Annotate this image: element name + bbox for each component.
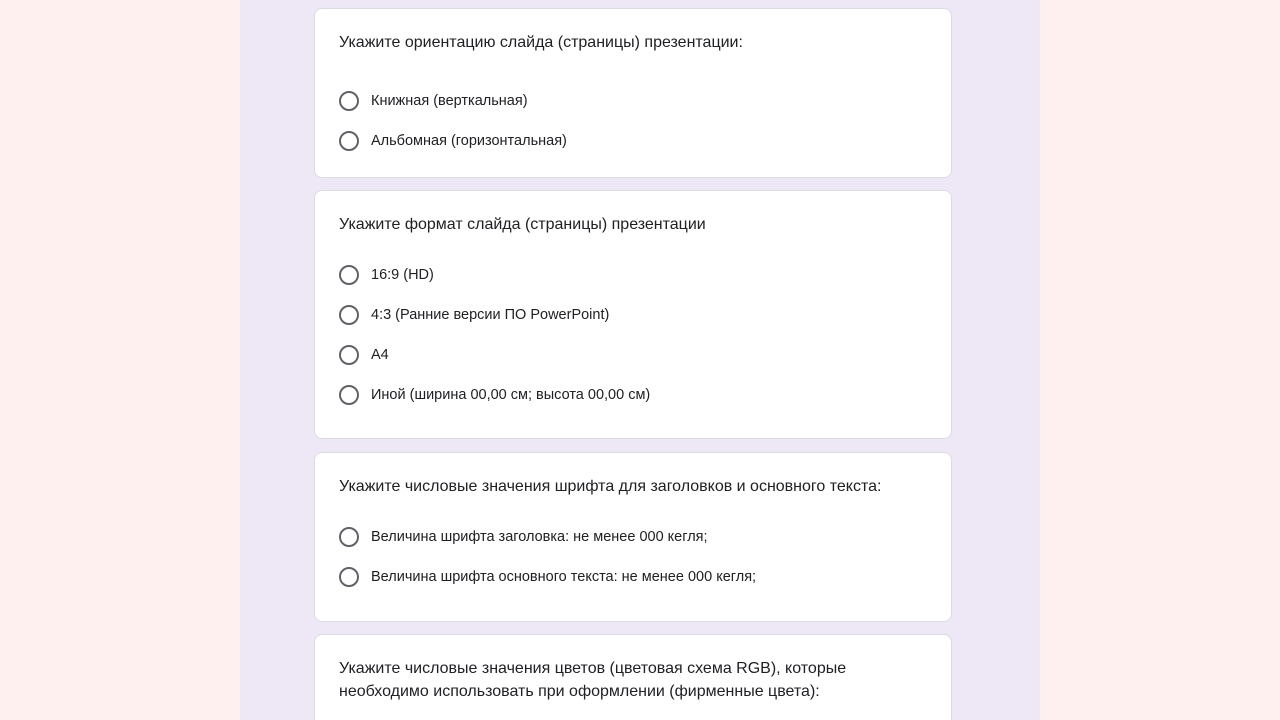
option-label: 4:3 (Ранние версии ПО PowerPoint) bbox=[371, 307, 610, 323]
radio-button-icon[interactable] bbox=[339, 567, 359, 587]
option-label: Величина шрифта заголовка: не менее 000 кегля; bbox=[371, 529, 708, 545]
radio-button-icon[interactable] bbox=[339, 305, 359, 325]
question-title bbox=[339, 657, 927, 703]
radio-option-portrait[interactable] bbox=[339, 89, 528, 113]
radio-button-icon[interactable] bbox=[339, 345, 359, 365]
question-card-font-sizes bbox=[314, 452, 952, 622]
option-label: Книжная (верткальная) bbox=[371, 93, 528, 109]
radio-button-icon[interactable] bbox=[339, 131, 359, 151]
radio-button-icon[interactable] bbox=[339, 265, 359, 285]
question-card-orientation bbox=[314, 8, 952, 178]
option-label: 16:9 (HD) bbox=[371, 267, 434, 283]
radio-option-4-3[interactable] bbox=[339, 303, 609, 327]
question-title-line: Укажите числовые значения цветов (цветовая схема RGB), которые bbox=[339, 660, 847, 677]
radio-option-heading-size[interactable] bbox=[339, 525, 708, 549]
radio-option-landscape[interactable] bbox=[339, 129, 567, 153]
option-label: Величина шрифта основного текста: не менее 000 кегля; bbox=[371, 569, 757, 585]
radio-option-body-size[interactable] bbox=[339, 565, 756, 589]
radio-option-a4[interactable] bbox=[339, 343, 389, 367]
option-label: А4 bbox=[371, 347, 389, 363]
question-title: Укажите числовые значения шрифта для заголовков и основного текста: bbox=[339, 478, 882, 495]
question-title-line: необходимо использовать при оформлении (фирменные цвета): bbox=[339, 683, 820, 700]
option-label: Иной (ширина 00,00 см; высота 00,00 см) bbox=[371, 387, 651, 403]
option-label: Альбомная (горизонтальная) bbox=[371, 133, 567, 149]
question-card-colors bbox=[314, 634, 952, 720]
question-card-format bbox=[314, 190, 952, 439]
radio-option-16-9[interactable] bbox=[339, 263, 434, 287]
radio-button-icon[interactable] bbox=[339, 91, 359, 111]
radio-button-icon[interactable] bbox=[339, 385, 359, 405]
radio-option-other[interactable] bbox=[339, 383, 650, 407]
question-title: Укажите ориентацию слайда (страницы) презентации: bbox=[339, 34, 743, 51]
radio-button-icon[interactable] bbox=[339, 527, 359, 547]
question-title: Укажите формат слайда (страницы) презентации bbox=[339, 216, 706, 233]
form-column bbox=[240, 0, 1040, 720]
